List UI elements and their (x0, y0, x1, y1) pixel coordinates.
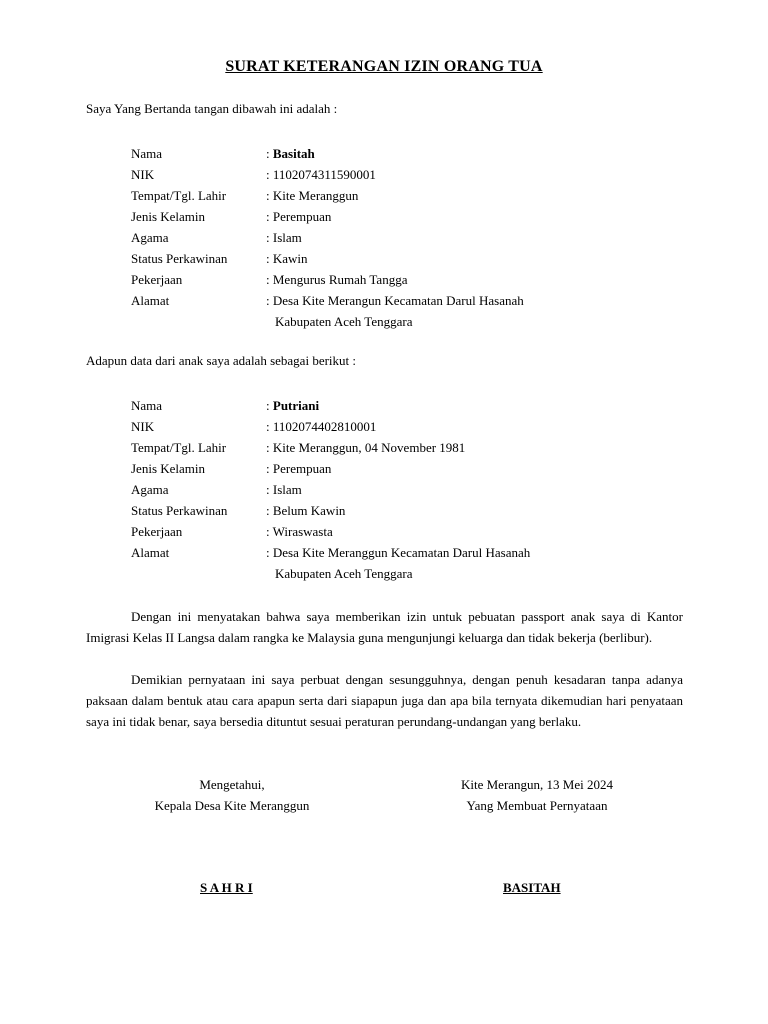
field-label: Alamat (131, 293, 170, 308)
parent-job-value: : Mengurus Rumah Tangga (266, 272, 408, 287)
field-label: Pekerjaan (131, 272, 183, 287)
field-label: Tempat/Tgl. Lahir (131, 440, 227, 455)
field-label: Agama (131, 230, 169, 245)
child-gender-row (131, 458, 691, 479)
parent-nik-row (131, 164, 691, 185)
parent-religion-row (131, 227, 691, 248)
parent-address-row (131, 290, 691, 311)
child-nik-value: : 1102074402810001 (266, 419, 377, 434)
parent-gender-value: : Perempuan (266, 209, 332, 224)
child-gender-value: : Perempuan (266, 461, 332, 476)
child-job-row (131, 521, 691, 542)
child-fields (131, 395, 691, 584)
parent-birth-value: : Kite Meranggun (266, 188, 359, 203)
field-label: Pekerjaan (131, 524, 183, 539)
intro-text: Saya Yang Bertanda tangan dibawah ini adalah : (86, 101, 338, 116)
signature-right-name: BASITAH (503, 880, 561, 895)
parent-name-row (131, 143, 691, 164)
field-label: Agama (131, 482, 169, 497)
child-marital-value: : Belum Kawin (266, 503, 346, 518)
signature-left-line2: Kepala Desa Kite Meranggun (154, 798, 310, 813)
child-marital-row (131, 500, 691, 521)
field-label: Tempat/Tgl. Lahir (131, 188, 227, 203)
permission-paragraph: Dengan ini menyatakan bahwa saya memberikan izin untuk pebuatan passport anak saya di Kantor Imigrasi Kelas II Langsa dalam rangka ke Malaysia guna mengunjungi keluarga dan tidak bekerja (berlibur). (86, 609, 683, 645)
field-label: Status Perkawinan (131, 251, 228, 266)
parent-address-cont-value: Kabupaten Aceh Tenggara (275, 314, 413, 329)
field-label: NIK (131, 167, 155, 182)
child-intro-text: Adapun data dari anak saya adalah sebagai berikut : (86, 353, 356, 368)
parent-religion-value: : Islam (266, 230, 302, 245)
signature-left-line1: Mengetahui, (199, 777, 265, 792)
parent-marital-row (131, 248, 691, 269)
field-label: Nama (131, 398, 163, 413)
parent-gender-row (131, 206, 691, 227)
signature-right-block (432, 774, 642, 816)
field-colon: : (266, 146, 273, 161)
child-name-row (131, 395, 691, 416)
child-address-cont-value: Kabupaten Aceh Tenggara (275, 566, 413, 581)
parent-job-row (131, 269, 691, 290)
signature-right-line2: Yang Membuat Pernyataan (466, 798, 608, 813)
field-label: Status Perkawinan (131, 503, 228, 518)
child-address-row (131, 542, 691, 563)
signature-left-block (132, 774, 332, 816)
parent-marital-value: : Kawin (266, 251, 308, 266)
field-label: Jenis Kelamin (131, 209, 206, 224)
child-religion-row (131, 479, 691, 500)
parent-address-cont-row (131, 311, 691, 332)
parent-nik-value: : 1102074311590001 (266, 167, 376, 182)
signature-right-line1: Kite Merangun, 13 Mei 2024 (460, 777, 613, 792)
letter-title: SURAT KETERANGAN IZIN ORANG TUA (225, 58, 543, 75)
declaration-paragraph: Demikian pernyataan ini saya perbuat dengan sesungguhnya, dengan penuh kesadaran tanpa adanya paksaan dalam bentuk atau cara apapun serta dari siapapun juga dan apa bila ternyata dikemudian hari penyataan saya ini tidak benar, saya bersedia dituntut sesuai peraturan perundang-undangan yang berlaku. (86, 672, 683, 729)
child-birth-value: : Kite Meranggun, 04 November 1981 (266, 440, 466, 455)
child-religion-value: : Islam (266, 482, 302, 497)
parent-name-value: Basitah (272, 146, 315, 161)
field-label: NIK (131, 419, 155, 434)
child-address-cont-row (131, 563, 691, 584)
child-address-value: : Desa Kite Meranggun Kecamatan Darul Hasanah (266, 545, 531, 560)
field-label: Alamat (131, 545, 170, 560)
parent-birth-row (131, 185, 691, 206)
field-label: Jenis Kelamin (131, 461, 206, 476)
parent-address-value: : Desa Kite Merangun Kecamatan Darul Hasanah (266, 293, 524, 308)
field-colon: : (266, 398, 273, 413)
parent-fields (131, 143, 691, 332)
child-job-value: : Wiraswasta (266, 524, 333, 539)
child-birth-row (131, 437, 691, 458)
signature-left-name: S A H R I (200, 880, 253, 895)
field-label: Nama (131, 146, 163, 161)
child-name-value: Putriani (272, 398, 320, 413)
child-nik-row (131, 416, 691, 437)
